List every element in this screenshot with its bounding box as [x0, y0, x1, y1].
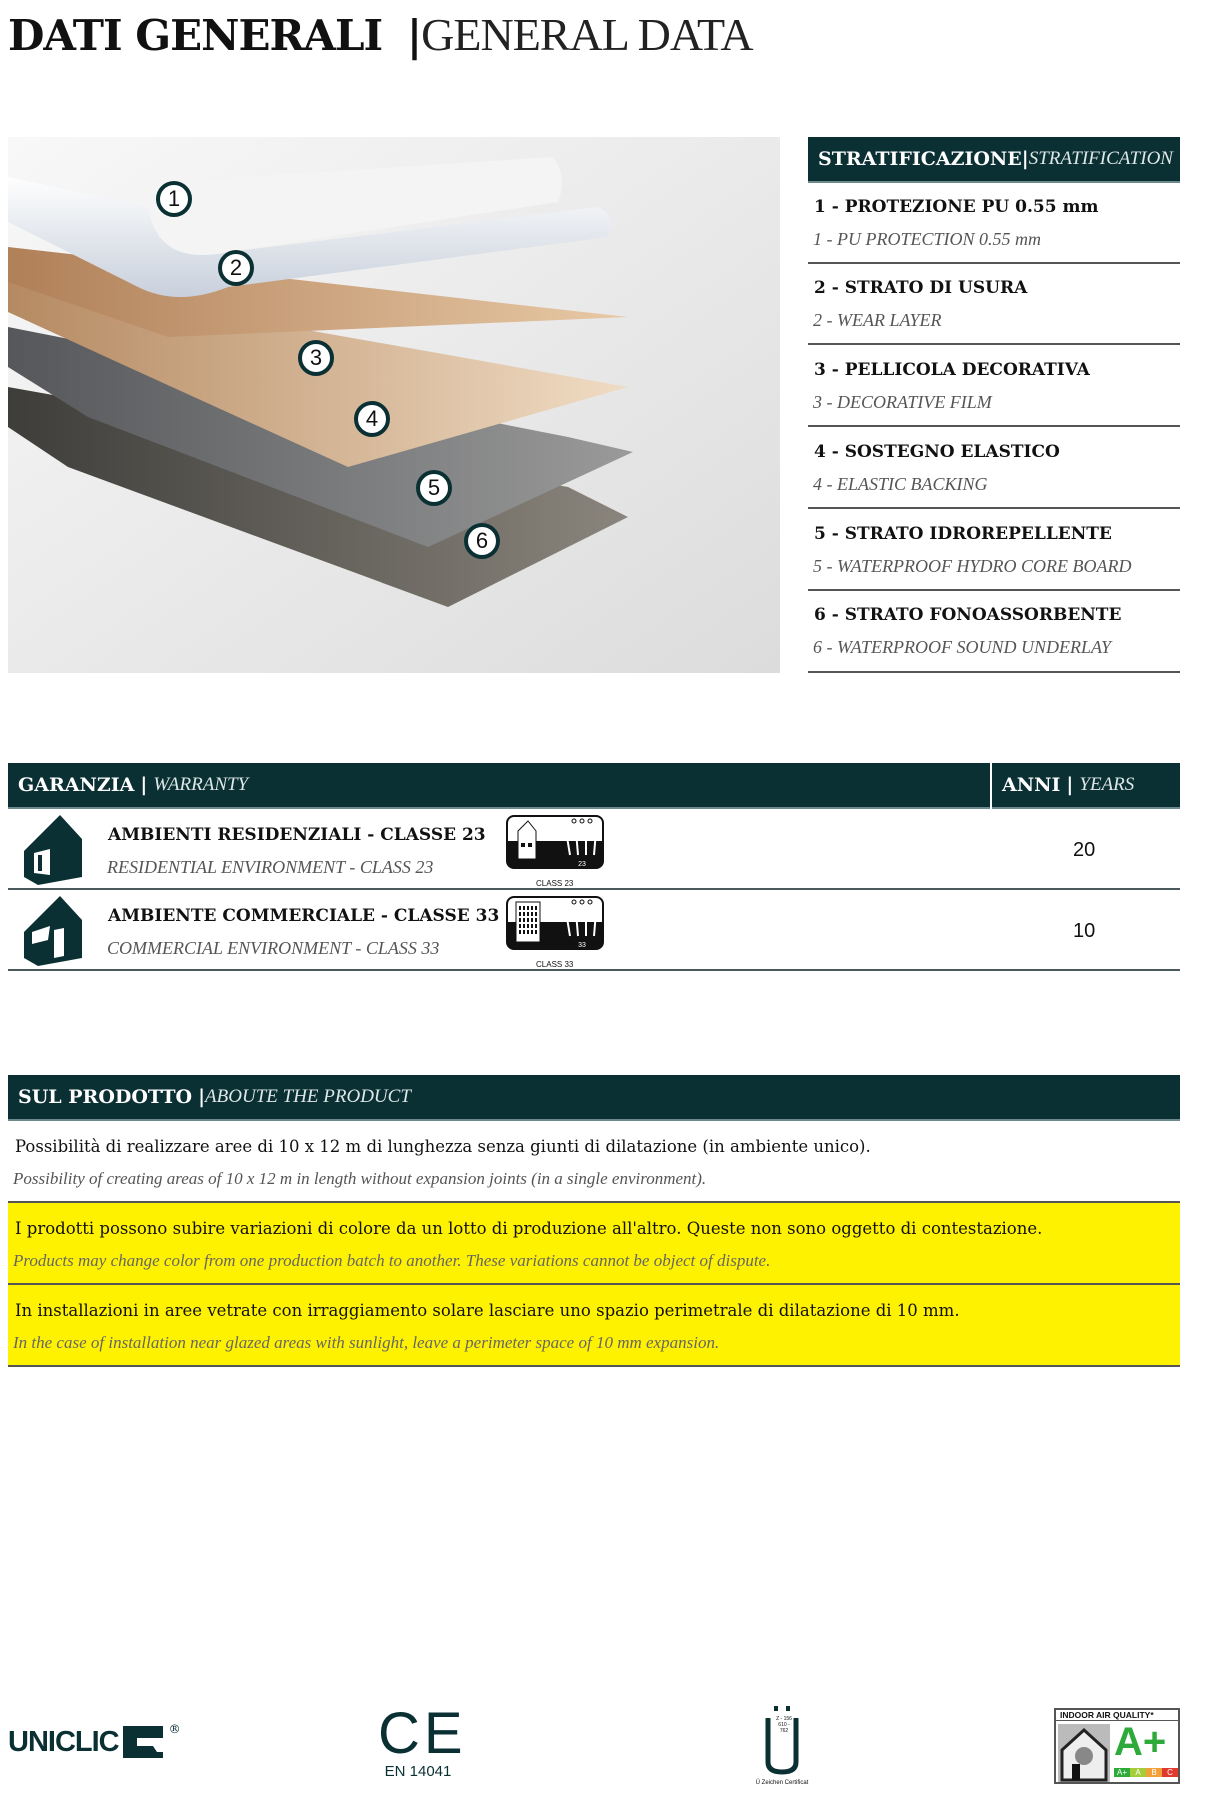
ce-mark-logo: CE EN 14041 — [378, 1701, 467, 1780]
layer-badge-2: 2 — [218, 250, 254, 286]
house-icon — [1058, 1724, 1110, 1782]
svg-text:23: 23 — [578, 861, 586, 868]
layer-badge-3: 3 — [298, 340, 334, 376]
product-header: SUL PRODOTTO | ABOUTE THE PRODUCT — [8, 1075, 1180, 1121]
years-header: ANNI | YEARS — [992, 763, 1180, 809]
class-33-icon — [506, 896, 604, 950]
stratification-item: 5 - STRATO IDROREPELLENTE 5 - WATERPROOF HYDRO CORE BOARD — [808, 510, 1180, 591]
stratification-item: 6 - STRATO FONOASSORBENTE 6 - WATERPROOF SOUND UNDERLAY — [808, 591, 1180, 673]
warranty-header: GARANZIA | WARRANTY — [8, 763, 990, 809]
page-title: DATI GENERALI |GENERAL DATA — [8, 9, 753, 60]
iaq-scale: A+ A B C — [1114, 1768, 1178, 1777]
u-zeichen-logo: Z - 156 610 - 762 Ü Zeichen Certificat — [752, 1706, 812, 1786]
layer-badge-1: 1 — [156, 181, 192, 217]
stratification-item: 4 - SOSTEGNO ELASTICO 4 - ELASTIC BACKING — [808, 428, 1180, 509]
layer-badge-5: 5 — [416, 470, 452, 506]
stratification-item: 1 - PROTEZIONE PU 0.55 mm 1 - PU PROTECTION 0.55 mm — [808, 183, 1180, 264]
residential-house-icon — [20, 815, 86, 885]
class-23-icon — [506, 815, 604, 869]
stratification-item: 2 - STRATO DI USURA 2 - WEAR LAYER — [808, 264, 1180, 345]
uniclic-logo: UNICLIC ® — [8, 1722, 181, 1758]
product-note-highlighted: In installazioni in aree vetrate con irraggiamento solare lasciare uno spazio perimetrale di dilatazione di 10 mm. In the case of installation near glazed areas with sunlight, leave a perimeter space of 10 mm expansion. — [8, 1285, 1180, 1367]
stratification-header: STRATIFICAZIONE | STRATIFICATION — [808, 137, 1180, 183]
layer-stack-image — [8, 137, 780, 673]
stratification-item: 3 - PELLICOLA DECORATIVA 3 - DECORATIVE FILM — [808, 346, 1180, 427]
warranty-row: AMBIENTI RESIDENZIALI - CLASSE 23 RESIDENTIAL ENVIRONMENT - CLASS 23 23 CLASS 23 20 — [8, 809, 1180, 890]
warranty-row: AMBIENTE COMMERCIALE - CLASSE 33 COMMERCIAL ENVIRONMENT - CLASS 33 33 CLASS 33 10 — [8, 890, 1180, 971]
layer-badge-6: 6 — [464, 523, 500, 559]
indoor-air-quality-label: INDOOR AIR QUALITY* A+ A+ A B C — [1054, 1708, 1180, 1784]
commercial-building-icon — [20, 896, 86, 966]
svg-text:33: 33 — [578, 942, 586, 949]
product-note-highlighted: I prodotti possono subire variazioni di colore da un lotto di produzione all'altro. Queste non sono oggetto di contestazione. Products may change color from one production batch to another. These variations cannot be object of dispute. — [8, 1203, 1180, 1285]
layer-badge-4: 4 — [354, 401, 390, 437]
product-note: Possibilità di realizzare aree di 10 x 12 m di lunghezza senza giunti di dilatazione (in ambiente unico). Possibility of creating areas of 10 x 12 m in length without expansion joints (in a single environment). — [8, 1121, 1180, 1203]
